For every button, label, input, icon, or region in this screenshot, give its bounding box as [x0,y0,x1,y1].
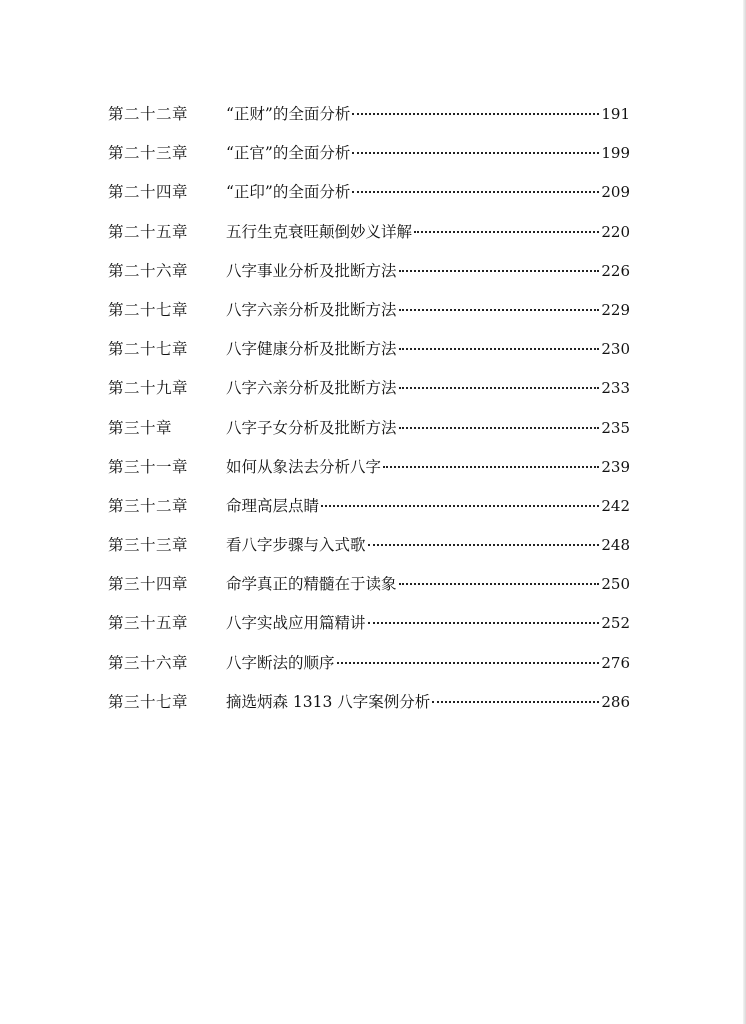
dot-leader [399,583,600,585]
toc-entry [108,689,630,728]
chapter-number: 第三十三章 [108,536,189,555]
chapter-title: 八字子女分析及批断方法 [226,418,397,437]
chapter-title: “正印”的全面分析 [226,183,351,202]
toc-entry [108,336,630,375]
toc-entry [108,493,630,532]
toc-entry [108,650,630,689]
dot-leader [399,348,600,350]
toc-entry [108,179,630,218]
toc-entry [108,219,630,258]
dot-leader [352,113,599,115]
chapter-title: “正官”的全面分析 [226,144,351,163]
page-number: 191 [601,105,630,123]
chapter-number: 第二十七章 [108,340,189,359]
dot-leader [399,309,600,311]
dot-leader [399,270,600,272]
dot-leader [368,622,600,624]
dot-leader [352,152,599,154]
page-number: 239 [601,457,630,476]
toc-entry [108,297,630,336]
chapter-number: 第三十四章 [108,575,189,594]
chapter-number: 第二十三章 [108,144,189,163]
chapter-title: 五行生克衰旺颠倒妙义详解 [226,222,413,241]
dot-leader [399,387,600,389]
dot-leader [321,505,599,507]
toc-entry [108,454,630,493]
page-number: 242 [601,496,630,515]
chapter-title: 如何从象法去分析八字 [226,457,382,476]
toc-entry [108,140,630,179]
toc-entry [108,258,630,297]
chapter-number: 第二十二章 [108,105,189,123]
dot-leader [432,701,599,703]
chapter-number: 第三十五章 [108,614,189,633]
chapter-number: 第三十二章 [108,496,189,515]
chapter-title: “正财”的全面分析 [226,105,351,123]
page-number: 229 [601,300,630,319]
dot-leader [383,466,599,468]
dot-leader [337,662,600,664]
page-number: 199 [601,144,630,163]
page-number: 220 [601,222,630,241]
table-of-contents [108,101,630,728]
toc-entry [108,532,630,571]
chapter-number: 第三十六章 [108,653,189,672]
dot-leader [414,231,599,233]
chapter-title: 命理高层点睛 [226,496,320,515]
page-number: 250 [601,575,630,594]
page-number: 248 [601,536,630,555]
chapter-title: 八字六亲分析及批断方法 [226,379,397,398]
toc-entry [108,375,630,414]
chapter-title: 命学真正的精髓在于读象 [226,575,397,594]
toc-entry [108,610,630,649]
chapter-number: 第二十四章 [108,183,189,202]
chapter-title: 八字实战应用篇精讲 [226,614,366,633]
toc-entry [108,101,630,140]
page-number: 235 [601,418,630,437]
dot-leader [352,191,599,193]
chapter-number: 第三十章 [108,418,173,437]
page-number: 230 [601,340,630,359]
chapter-number: 第二十六章 [108,261,189,280]
chapter-number: 第三十一章 [108,457,189,476]
page-number: 209 [601,183,630,202]
toc-entry [108,571,630,610]
dot-leader [368,544,600,546]
page-number: 226 [601,261,630,280]
page-number: 286 [601,692,630,711]
chapter-number: 第三十七章 [108,692,189,711]
page-number: 276 [601,653,630,672]
page-number: 252 [601,614,630,633]
page-number: 233 [601,379,630,398]
chapter-title: 摘选炳森 1313 八字案例分析 [226,692,431,711]
chapter-number: 第二十七章 [108,300,189,319]
toc-entry [108,415,630,454]
chapter-title: 八字健康分析及批断方法 [226,340,397,359]
chapter-number: 第二十九章 [108,379,189,398]
chapter-title: 八字断法的顺序 [226,653,335,672]
chapter-title: 八字六亲分析及批断方法 [226,300,397,319]
chapter-title: 看八字步骤与入式歌 [226,536,366,555]
chapter-title: 八字事业分析及批断方法 [226,261,397,280]
dot-leader [399,427,600,429]
chapter-number: 第二十五章 [108,222,189,241]
